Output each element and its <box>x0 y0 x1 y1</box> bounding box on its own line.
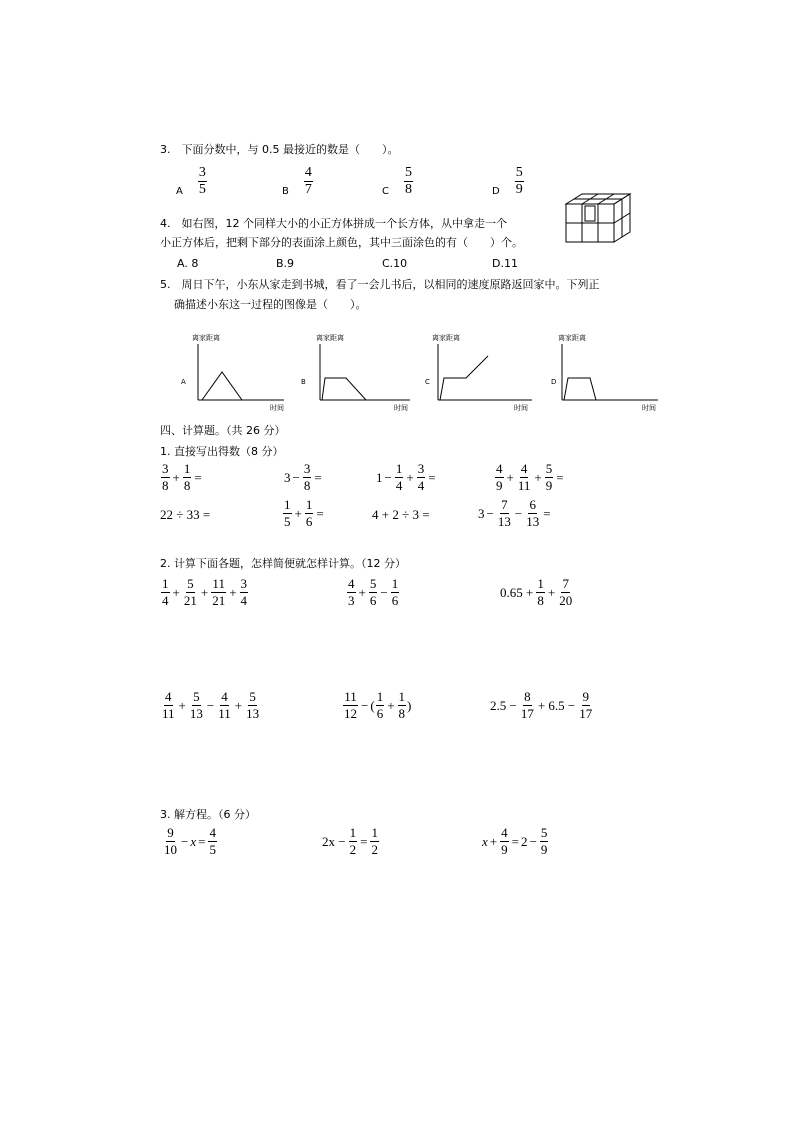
question-4-line1: 4. 如右图，12 个同样大小的小正方体拼成一个长方体，从中拿走一个 <box>160 217 507 230</box>
q4-option-d[interactable]: D.11 <box>492 257 518 270</box>
part-2-title: 2. 计算下面各题，怎样简便就怎样计算。（12 分） <box>160 557 406 570</box>
graph-a[interactable] <box>178 330 288 412</box>
part-3-title: 3. 解方程。（6 分） <box>160 808 256 821</box>
q3-option-c[interactable] <box>382 166 414 197</box>
graph-letter: B <box>301 378 306 386</box>
graph-x-label: 时间 <box>394 404 408 412</box>
option-fraction: $\frac{5}{9}$ <box>515 165 523 197</box>
graph-c[interactable] <box>420 330 536 412</box>
part-1-title: 1. 直接写出得数（8 分） <box>160 445 284 458</box>
graph-line <box>322 378 366 400</box>
graph-line <box>564 378 596 400</box>
calc-2-6: 2.5 − $\frac{8}{17}$ + 6.5 − $\frac{9}{17}$ <box>490 689 593 721</box>
calc-1-2: 3 − $\frac{3}{8}$ = <box>284 461 322 493</box>
q3-option-b[interactable] <box>282 166 314 197</box>
graph-letter: C <box>425 378 430 386</box>
option-fraction: $\frac{5}{8}$ <box>404 165 412 197</box>
calc-2-5: $\frac{11}{12}$ − ( $\frac{1}{6}$ + $\frac{1}{8}$ ) <box>344 689 412 721</box>
graph-y-label: 离家距离 <box>316 334 344 342</box>
graph-b[interactable] <box>298 330 414 412</box>
option-letter: C <box>382 186 389 197</box>
question-5-line1: 5. 周日下午，小东从家走到书城，看了一会儿书后，以相同的速度原路返回家中。下列正 <box>160 278 600 291</box>
graph-y-label: 离家距离 <box>432 334 460 342</box>
calc-1-6: $\frac{1}{5}$ + $\frac{1}{6}$ = <box>284 497 324 529</box>
graph-letter: A <box>181 378 186 386</box>
option-fraction: $\frac{3}{5}$ <box>198 165 206 197</box>
q4-option-a[interactable]: A. 8 <box>177 257 199 270</box>
section-4-title: 四、计算题。（共 26 分） <box>160 424 286 437</box>
q4-option-c[interactable]: C.10 <box>382 257 408 270</box>
equation-3: x + $\frac{4}{9}$ = 2 − $\frac{5}{9}$ <box>482 825 548 857</box>
graph-d[interactable] <box>546 330 662 412</box>
option-fraction: $\frac{4}{7}$ <box>304 165 312 197</box>
graph-line <box>202 372 242 400</box>
graph-line <box>440 356 488 400</box>
option-letter: B <box>282 186 289 197</box>
graph-y-label: 离家距离 <box>192 334 220 342</box>
calc-1-4: $\frac{4}{9}$ + $\frac{4}{11}$ + $\frac{5}{9}$ = <box>496 461 564 493</box>
question-5-line2: 确描述小东这一过程的图像是（ ）。 <box>174 298 367 311</box>
q3-option-d[interactable] <box>492 166 525 197</box>
equation-2: 2x − $\frac{1}{2}$ = $\frac{1}{2}$ <box>322 825 378 857</box>
calc-2-4: $\frac{4}{11}$ + $\frac{5}{13}$ − $\frac{4}{11}$ + $\frac{5}{13}$ <box>162 689 260 721</box>
graph-letter: D <box>551 378 557 386</box>
calc-1-8: 3 − $\frac{7}{13}$ − $\frac{6}{13}$ = <box>478 497 551 529</box>
graph-x-label: 时间 <box>642 404 656 412</box>
calc-2-1: $\frac{1}{4}$ + $\frac{5}{21}$ + $\frac{11}{21}$ + $\frac{3}{4}$ <box>162 576 248 608</box>
calc-2-3: 0.65 + $\frac{1}{8}$ + $\frac{7}{20}$ <box>500 576 573 608</box>
calc-1-5: 22 ÷ 33 = <box>160 507 211 522</box>
question-4-line2: 小正方体后，把剩下部分的表面涂上颜色，其中三面涂色的有（ ）个。 <box>160 236 523 249</box>
calc-1-1: $\frac{3}{8}$ + $\frac{1}{8}$ = <box>162 461 202 493</box>
question-3-text: 3. 下面分数中，与 0.5 最接近的数是（ ）。 <box>160 143 399 156</box>
option-letter: D <box>492 186 500 197</box>
cuboid-figure <box>564 190 634 246</box>
calc-2-2: $\frac{4}{3}$ + $\frac{5}{6}$ − $\frac{1}{6}$ <box>348 576 399 608</box>
graph-x-label: 时间 <box>270 404 284 412</box>
equation-1: $\frac{9}{10}$ − x = $\frac{4}{5}$ <box>164 825 216 857</box>
graph-y-label: 离家距离 <box>558 334 586 342</box>
calc-1-3: 1 − $\frac{1}{4}$ + $\frac{3}{4}$ = <box>376 461 436 493</box>
q4-option-b[interactable]: B.9 <box>276 257 295 270</box>
option-letter: A <box>176 186 183 197</box>
graph-x-label: 时间 <box>514 404 528 412</box>
calc-1-7: 4 + 2 ÷ 3 = <box>372 507 430 522</box>
q3-option-a[interactable] <box>176 166 208 197</box>
